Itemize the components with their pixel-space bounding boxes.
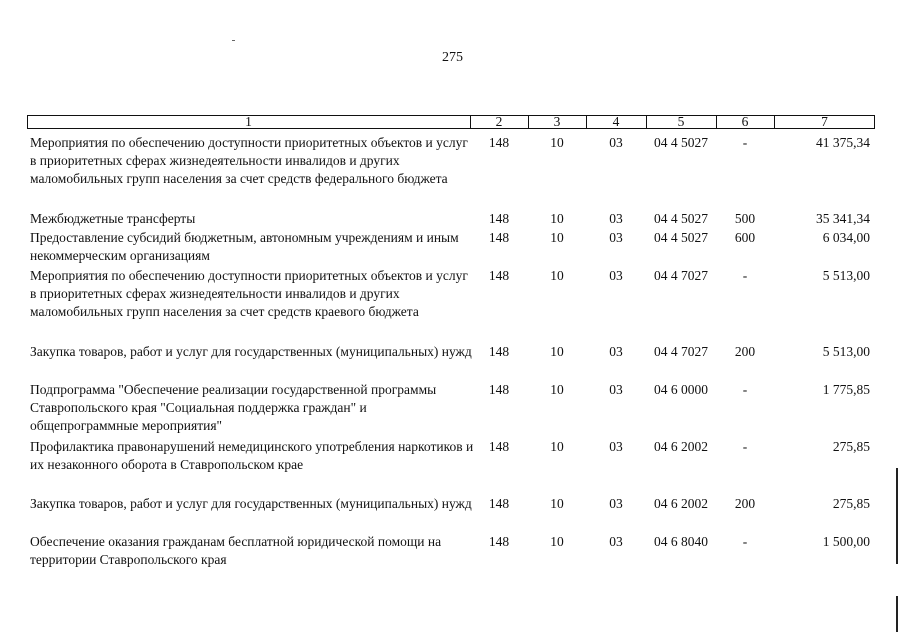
row-name: Закупка товаров, работ и услуг для государственных (муниципальных) нужд: [30, 496, 472, 511]
row-col-3: 10: [550, 344, 564, 359]
row-col-7: 35 341,34: [816, 211, 870, 226]
row-col-3: 10: [550, 382, 564, 397]
row-col-3: 10: [550, 135, 564, 150]
row-col-4: 03: [609, 534, 623, 549]
row-col-4: 03: [609, 344, 623, 359]
row-col-7: 6 034,00: [822, 230, 870, 245]
header-col-4: 4: [612, 114, 620, 129]
row-name: Межбюджетные трансферты: [30, 211, 196, 226]
row-col-7: 1 500,00: [822, 534, 870, 549]
row-col-4: 03: [609, 211, 623, 226]
row-name: Предоставление субсидий бюджетным, автономным учреждениям и иным некоммерческим организациям: [30, 230, 459, 263]
row-col-7: 275,85: [832, 439, 870, 454]
header-col-1: 1: [245, 114, 252, 129]
page-number: 275: [442, 50, 463, 65]
row-col-2: 148: [488, 211, 510, 226]
row-col-4: 03: [609, 230, 623, 245]
row-col-2: 148: [488, 344, 510, 359]
row-col-2: 148: [488, 496, 510, 511]
row-col-5: 04 4 5027: [654, 230, 708, 245]
row-col-7: 5 513,00: [822, 268, 870, 283]
row-col-6: -: [742, 534, 748, 549]
header-col-2: 2: [495, 114, 503, 129]
row-col-6: -: [742, 135, 748, 150]
row-col-3: 10: [550, 268, 564, 283]
row-col-5: 04 4 5027: [654, 211, 708, 226]
row-name: Обеспечение оказания гражданам бесплатной юридической помощи на территории Ставропольского края: [30, 534, 442, 567]
row-col-3: 10: [550, 211, 564, 226]
header-col-6: 6: [741, 114, 749, 129]
row-col-7: 5 513,00: [822, 344, 870, 359]
scan-edge-mark: [896, 596, 898, 632]
row-col-3: 10: [550, 230, 564, 245]
row-col-4: 03: [609, 496, 623, 511]
row-col-3: 10: [550, 496, 564, 511]
row-col-6: 200: [734, 344, 756, 359]
row-col-6: 500: [734, 211, 756, 226]
row-col-3: 10: [550, 439, 564, 454]
row-col-7: 1 775,85: [822, 382, 870, 397]
row-name: Профилактика правонарушений немедицинского употребления наркотиков и их незаконного оборота в Ставропольском крае: [30, 439, 474, 472]
row-col-4: 03: [609, 135, 623, 150]
row-col-2: 148: [488, 382, 510, 397]
row-col-7: 275,85: [832, 496, 870, 511]
row-col-2: 148: [488, 268, 510, 283]
row-name: Мероприятия по обеспечению доступности приоритетных объектов и услуг в приоритетных сферах жизнедеятельности инвалидов и других маломобильных групп населения за счет средств краевого бюджета: [30, 268, 468, 319]
row-col-5: 04 4 5027: [654, 135, 708, 150]
header-col-7: 7: [821, 114, 828, 129]
scan-edge-mark: [896, 468, 898, 564]
row-col-4: 03: [609, 439, 623, 454]
row-col-2: 148: [488, 534, 510, 549]
row-col-3: 10: [550, 534, 564, 549]
row-name: Подпрограмма "Обеспечение реализации государственной программы Ставропольского края "Социальная поддержка граждан" и общепрограммные мероприятия": [30, 382, 437, 433]
header-col-3: 3: [553, 114, 561, 129]
row-col-5: 04 6 8040: [654, 534, 708, 549]
row-col-5: 04 6 2002: [654, 496, 708, 511]
row-col-2: 148: [488, 439, 510, 454]
row-col-6: -: [742, 268, 748, 283]
scan-speck: [232, 40, 235, 41]
row-col-6: -: [742, 439, 748, 454]
header-col-5: 5: [677, 114, 685, 129]
row-col-4: 03: [609, 382, 623, 397]
row-col-6: 200: [734, 496, 756, 511]
row-col-5: 04 6 2002: [654, 439, 708, 454]
row-col-5: 04 6 0000: [654, 382, 708, 397]
row-col-6: -: [742, 382, 748, 397]
row-col-5: 04 4 7027: [654, 268, 708, 283]
row-name: Мероприятия по обеспечению доступности приоритетных объектов и услуг в приоритетных сферах жизнедеятельности инвалидов и других маломобильных групп населения за счет средств федерального бюджета: [30, 135, 468, 186]
row-col-6: 600: [734, 230, 756, 245]
row-col-4: 03: [609, 268, 623, 283]
row-name: Закупка товаров, работ и услуг для государственных (муниципальных) нужд: [30, 344, 472, 359]
row-col-5: 04 4 7027: [654, 344, 708, 359]
row-col-2: 148: [488, 135, 510, 150]
row-col-7: 41 375,34: [816, 135, 870, 150]
row-col-2: 148: [488, 230, 510, 245]
